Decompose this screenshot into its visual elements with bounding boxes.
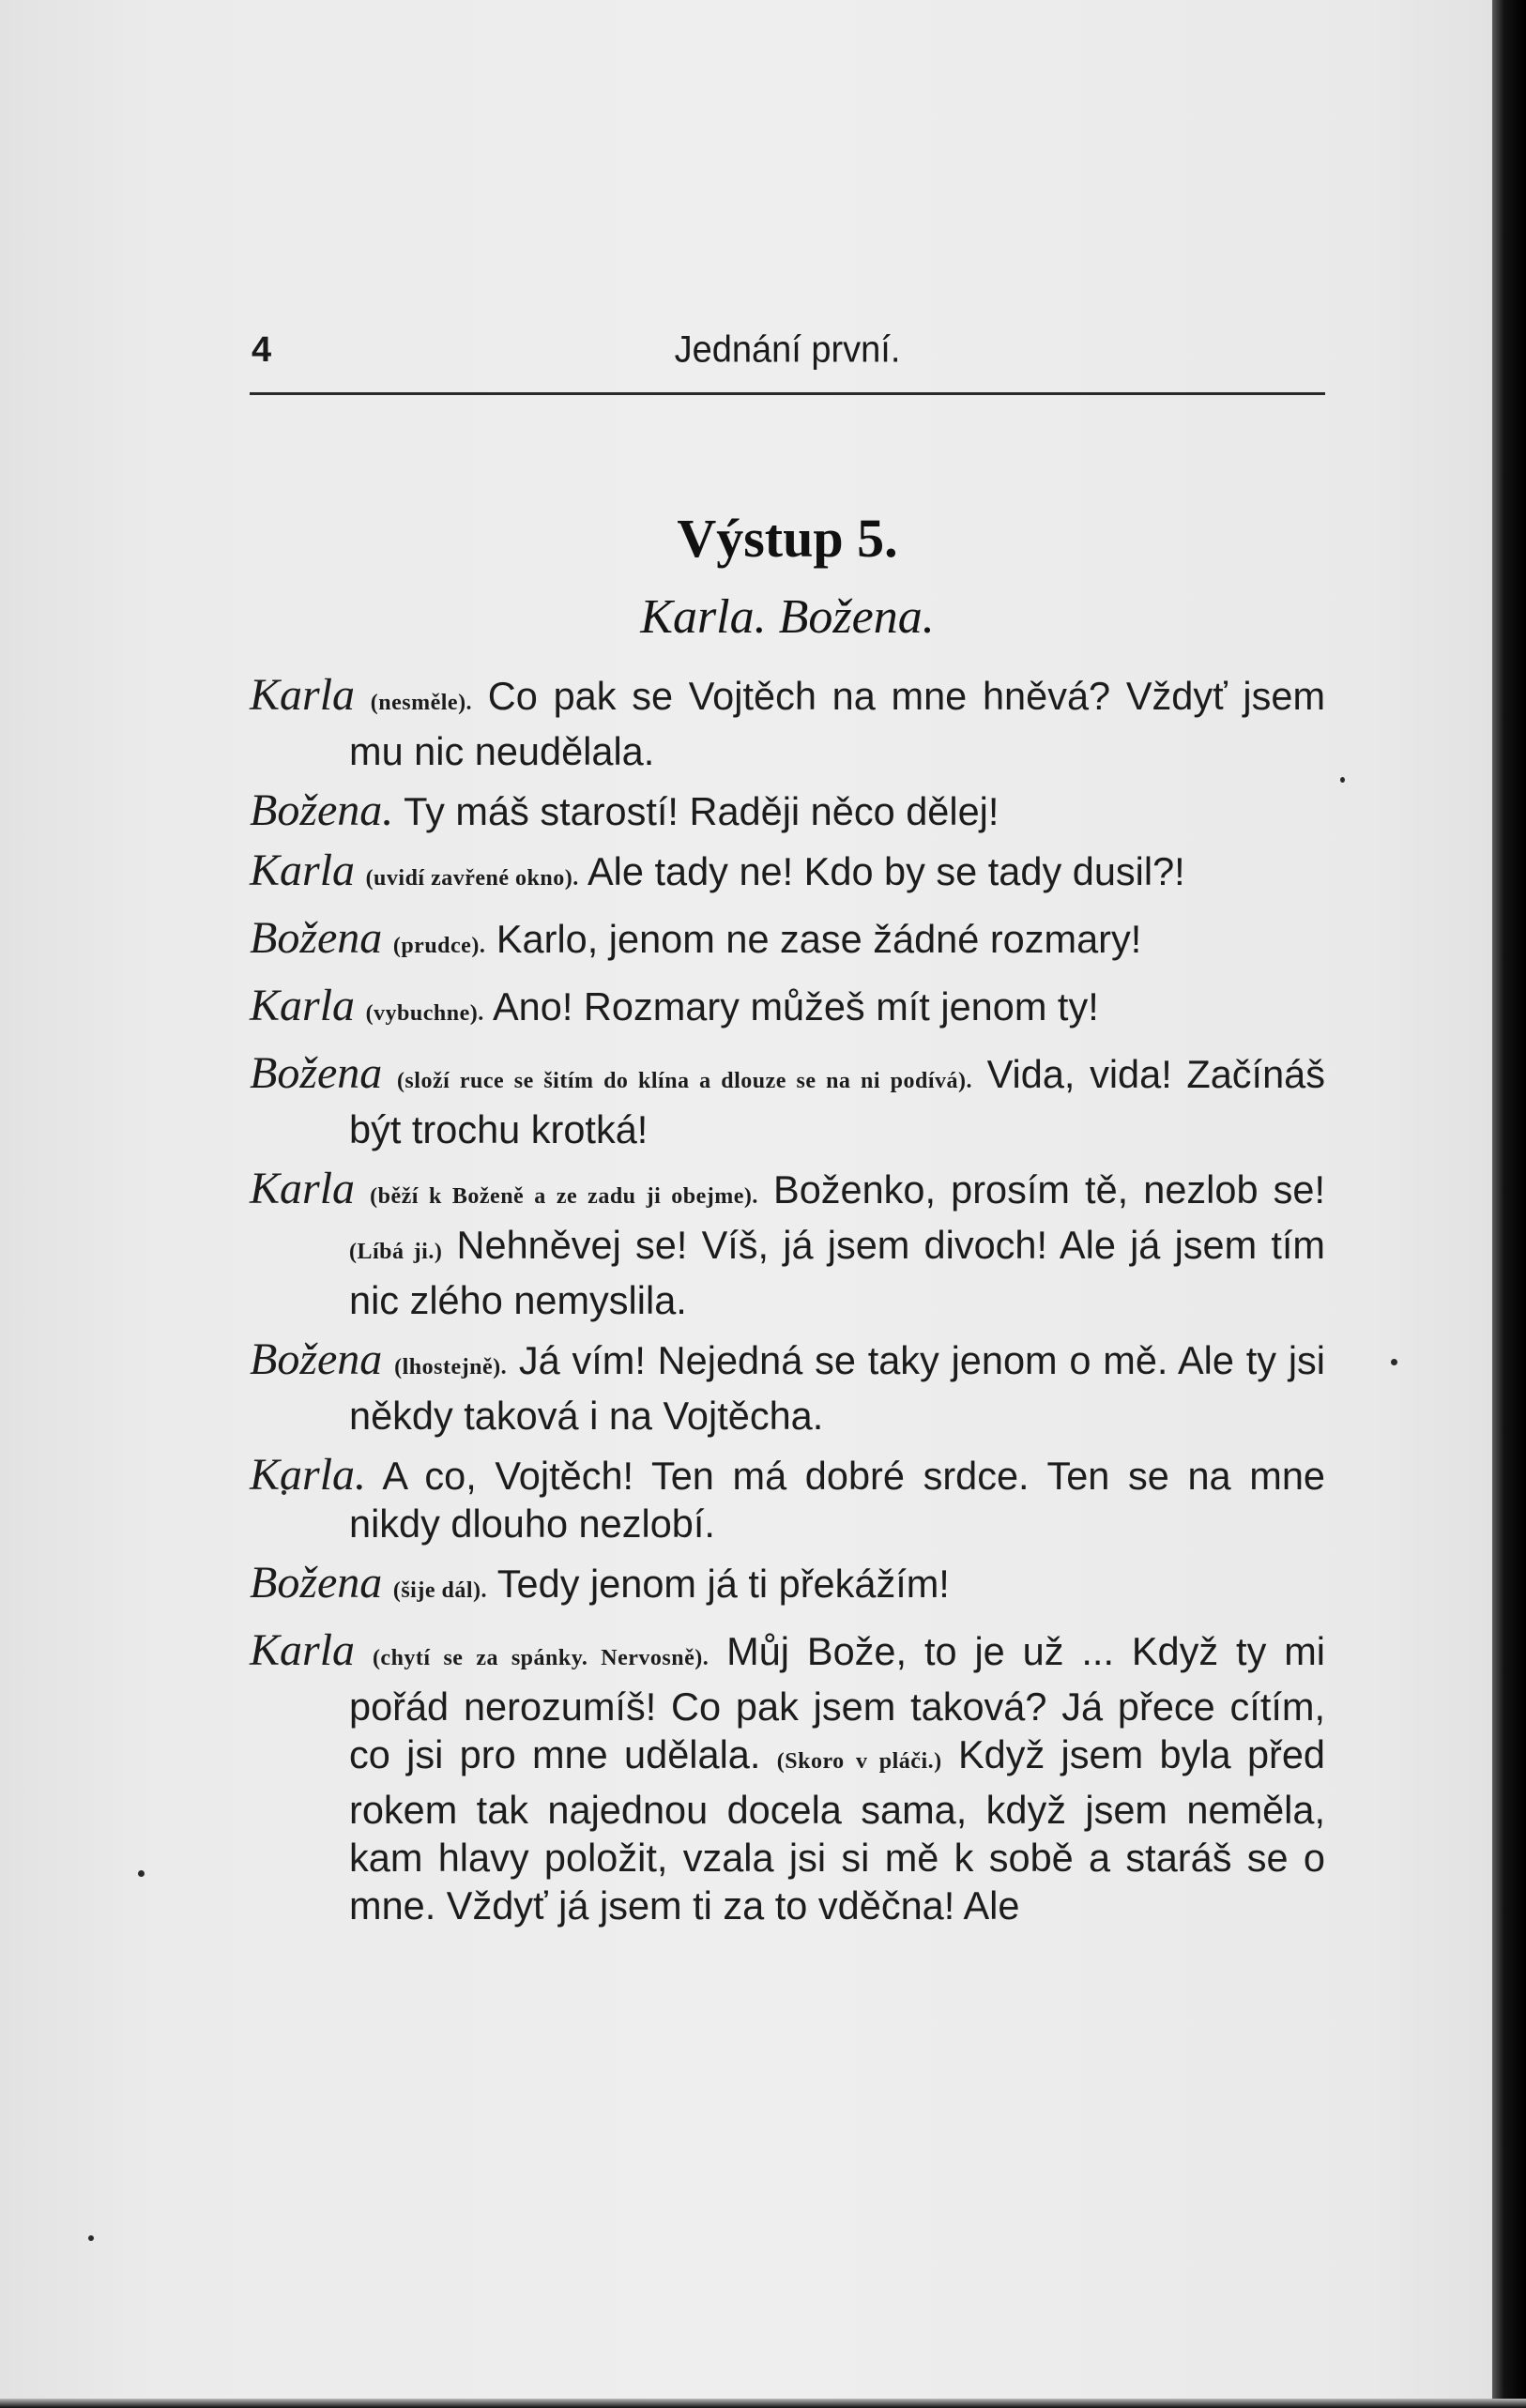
speech-text: Ty máš starostí! Raději něco dělej! <box>404 789 1000 833</box>
speech-text: Já vím! Nejedná se taky jenom o mě. Ale ty jsi někdy taková i na Vojtěcha. <box>349 1338 1326 1438</box>
speaker-name: Božena <box>250 913 383 963</box>
speech-text: A co, Vojtěch! Ten má dobré srdce. Ten se na mne nikdy dlouho nezlobí. <box>349 1454 1325 1546</box>
page-header <box>252 330 1323 387</box>
speech <box>250 914 1325 970</box>
stage-direction: (složí ruce se šitím do klína a dlouze se na ni podívá). <box>396 1069 972 1093</box>
speech-text: Vida, vida! Začínáš být trochu krotká! <box>349 1052 1325 1151</box>
stage-direction: (Skoro v pláči.) <box>776 1749 942 1774</box>
speech <box>250 671 1325 775</box>
print-speck <box>1391 1359 1397 1365</box>
speaker-name: Božena <box>250 1048 383 1098</box>
speaker-name: Karla <box>250 846 356 895</box>
speaker-name: Karla. <box>250 1450 367 1500</box>
speech-text: Co pak se Vojtěch na mne hněvá? Vždyť jsem mu nic neudělala. <box>349 674 1326 773</box>
page-number: 4 <box>252 330 272 370</box>
speech-text: Ale tady ne! Kdo by se tady dusil?! <box>587 849 1185 893</box>
stage-direction: (šije dál). <box>392 1578 487 1603</box>
speech <box>250 1451 1325 1547</box>
speech-text: Tedy jenom já ti překážím! <box>496 1562 950 1606</box>
speech <box>250 786 1325 835</box>
speech <box>250 1049 1325 1153</box>
speaker-name: Božena. <box>250 785 394 835</box>
speech <box>250 1165 1325 1324</box>
speech-text: Nehněvej se! Víš, já jsem divoch! Ale já jsem tím nic zlého nemyslila. <box>349 1223 1325 1322</box>
stage-direction: (lhostejně). <box>394 1355 508 1379</box>
stage-direction: (chytí se za spánky. Nervosně). <box>372 1646 710 1670</box>
print-speck <box>138 1870 145 1877</box>
speech <box>250 1335 1325 1440</box>
speech <box>250 1559 1325 1615</box>
speaker-name: Karla <box>250 670 356 720</box>
scene-characters: Karla. Božena. <box>640 590 935 644</box>
stage-direction: (vybuchne). <box>365 1001 484 1026</box>
speaker-name: Karla <box>250 981 356 1030</box>
speaker-name: Božena <box>250 1334 383 1384</box>
speaker-name: Božena <box>250 1558 383 1608</box>
speech-text: Boženko, prosím tě, nezlob se! <box>773 1167 1326 1212</box>
stage-direction: (prudce). <box>392 934 486 958</box>
stage-direction: (nesměle). <box>370 691 473 715</box>
stage-direction: (běží k Boženě a ze zadu ji obejme). <box>370 1184 758 1209</box>
page-bottom-shadow <box>0 2399 1526 2408</box>
stage-direction: (uvidí zavřené okno). <box>365 866 579 891</box>
speech <box>250 846 1325 903</box>
scene-title: Výstup 5. <box>677 508 898 569</box>
speech <box>250 1626 1325 1929</box>
running-head: Jednání první. <box>674 328 901 372</box>
speech <box>250 982 1325 1038</box>
speech-text: Ano! Rozmary můžeš mít jenom ty! <box>493 984 1099 1029</box>
print-speck <box>1340 777 1345 783</box>
speech-text: Když jsem byla před rokem tak najednou docela sama, když jsem neměla, kam hlavy položit, vzala jsi si mě k sobě a staráš se o mne. Vždyť já jsem ti za to vděčna! Ale <box>349 1732 1326 1928</box>
speaker-name: Karla <box>250 1164 356 1213</box>
speaker-name: Karla <box>250 1625 356 1675</box>
speech-text: Můj Bože, to je už ... Když ty mi pořád nerozumíš! Co pak jsem taková? Já přece cítím, co jsi pro mne udělala. <box>349 1629 1326 1776</box>
print-speck <box>88 2235 94 2241</box>
dialogue-body <box>250 671 1325 1941</box>
stage-direction: (Líbá ji.) <box>349 1240 443 1264</box>
page-binding-shadow <box>1492 0 1526 2408</box>
speech-text: Karlo, jenom ne zase žádné rozmary! <box>496 917 1142 961</box>
header-rule <box>250 392 1325 395</box>
